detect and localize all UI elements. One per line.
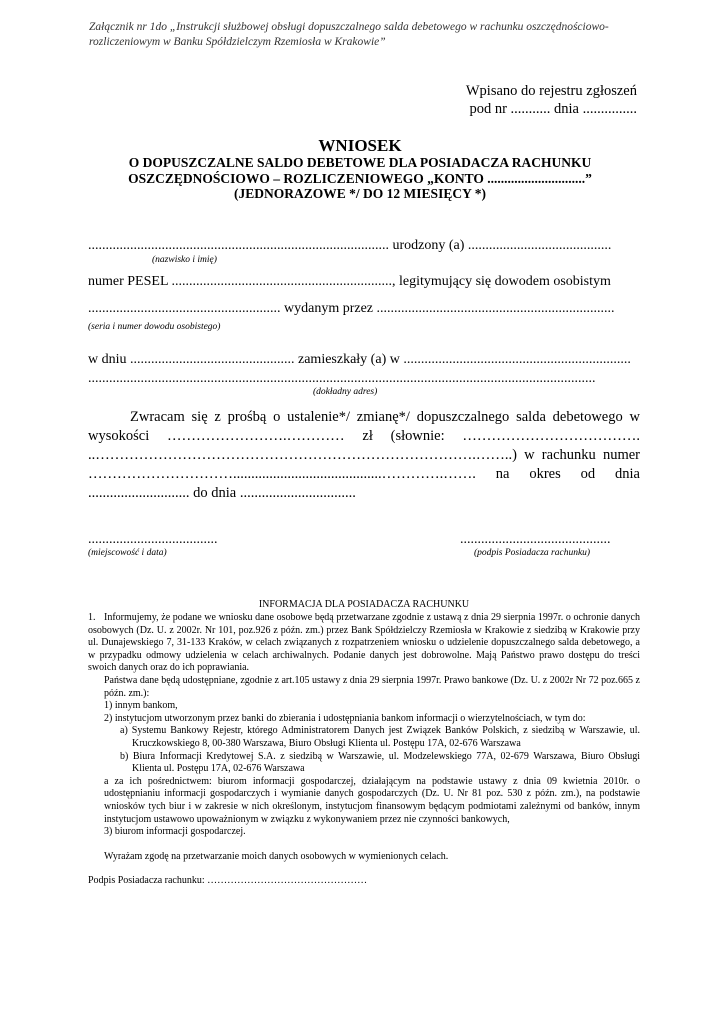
request-paragraph: Zwracam się z prośbą o ustalenie*/ zmianę*/ dopuszczalnego salda debetowego w wysokości …………………….………… zł (słownie: ………………………………. ..…………………………………………………………………….……..) w rachunku numer ………………………….........................................………….……. na okres od dnia ............................ do dnia ................................ — [88, 409, 640, 501]
info-section — [88, 612, 640, 888]
consent-statement: Wyrażam zgodę na przetwarzanie moich danych osobowych w wymienionych celach. — [104, 850, 449, 862]
address-field[interactable]: w dniu ............................................... zamieszkały (a) w ................................................................. — [88, 352, 631, 367]
list-item: 2) instytucjom utworzonym przez banki do zbierania i udostępniania bankom informacji o wierzytelnościach, w tym do: — [104, 712, 586, 724]
registry-number-line: pod nr ........... dnia ............... — [469, 101, 637, 117]
info-paragraph: a za ich pośrednictwem: biurom informacji gospodarczej, działającym na podstawie ustawy z dnia 09 kwietnia 2010r. o udostępnianiu informacji gospodarczych i wymianie danych gospodarczych (Dz. U. Nr 81 poz. 530 z późn. zm.), na podstawie wniosków tych biur i w zakresie w nich określonym, instytucjom finansowym będącym podmiotami zależnymi od banków, innym instytucjom ustawowo upoważnionym w związku z wykonywaniem przez nie czynności bankowych, — [104, 775, 640, 825]
pesel-field[interactable]: numer PESEL ..............................................................., legitymujący się dowodem osobistym — [88, 274, 611, 289]
registry-stamp — [466, 82, 637, 118]
place-date-hint: (miejscowość i data) — [88, 548, 167, 558]
account-holder-signature-line[interactable]: Podpis Posiadacza rachunku: ………………………………………… — [88, 875, 368, 887]
sub-list-item: b) Biura Informacji Kredytowej S.A. z siedzibą w Warszawie, ul. Modzelewskiego 77A, 02-679 Warszawa, Biuro Obsługi Klienta ul. Postępu 17A, 02-676 Warszawa — [120, 750, 640, 775]
sub-list-item: a) Systemu Bankowy Rejestr, którego Administratorem Danych jest Związek Banków Polskich, z siedzibą w Warszawie, ul. Kruczkowskiego 8, 00-380 Warszawa, Biuro Obsługi Klienta ul. Postępu 17A, 02-676 Warszawa — [120, 725, 640, 749]
info-heading: INFORMACJA DLA POSIADACZA RACHUNKU — [258, 599, 470, 610]
subtitle-line: O DOPUSZCZALNE SALDO DEBETOWE DLA POSIADACZA RACHUNKU — [128, 155, 592, 170]
id-document-hint: (seria i numer dowodu osobistego) — [88, 322, 221, 332]
signature-field[interactable]: ........................................... — [460, 532, 611, 547]
document-subtitle — [80, 155, 640, 202]
address-hint: (dokładny adres) — [313, 387, 378, 397]
address-continuation-field[interactable]: ................................................................................................................................................. — [88, 371, 596, 386]
document-title: WNIOSEK — [318, 136, 402, 155]
subtitle-line: OSZCZĘDNOŚCIOWO – ROZLICZENIOWEGO „KONTO .............................” — [128, 170, 592, 186]
attachment-note-line: rozliczeniowym w Banku Spółdzielczym Rzemiosła w Krakowie” — [89, 36, 386, 48]
info-text: Informujemy, że podane we wniosku dane osobowe będą przetwarzane zgodnie z ustawą z dnia 29 sierpnia 1997r. o ochronie danych osobowych (Dz. U. z 2002r. Nr 101, poz.926 z późn. zm.) przez Bank Spółdzielczy Rzemiosła w Krakowie z siedzibą w Krakowie przy ul. Dunajewskiego 7, 31-133 Kraków, w celach związanych z rozpatrzeniem wniosku o udzielenie dopuszczalnego salda debetowego, a w przypadku odmowy udzielenia w celach archiwalnych. Podanie danych jest dobrowolne. Mają Państwo prawo dostępu do treści swoich danych oraz do ich poprawiania. — [88, 612, 640, 674]
subtitle-line: (JEDNORAZOWE */ DO 12 MIESIĘCY *) — [234, 186, 486, 201]
list-item: 3) biurom informacji gospodarczej. — [104, 826, 246, 838]
attachment-note-line: Załącznik nr 1do „Instrukcji służbowej obsługi dopuszczalnego salda debetowego w rachunku oszczędnościowo- — [89, 21, 609, 33]
info-paragraph — [88, 612, 640, 675]
name-hint: (nazwisko i imię) — [152, 255, 217, 265]
info-paragraph: Państwa dane będą udostępniane, zgodnie z art.105 ustawy z dnia 29 sierpnia 1997r. Prawo bankowe (Dz. U. z 2002r Nr 72 poz.665 z późn. zm.): — [104, 674, 640, 699]
registry-line: Wpisano do rejestru zgłoszeń — [465, 83, 637, 99]
signature-hint: (podpis Posiadacza rachunku) — [474, 548, 591, 558]
item-number: 1. — [88, 612, 96, 623]
name-birth-field[interactable]: ...................................................................................... urodzony (a) ......................................... — [88, 238, 612, 253]
place-date-field[interactable]: ..................................... — [88, 532, 218, 547]
attachment-note — [89, 20, 609, 50]
list-item: 1) innym bankom, — [104, 700, 178, 712]
id-document-field[interactable]: ....................................................... wydanym przez .................................................................... — [88, 301, 615, 316]
